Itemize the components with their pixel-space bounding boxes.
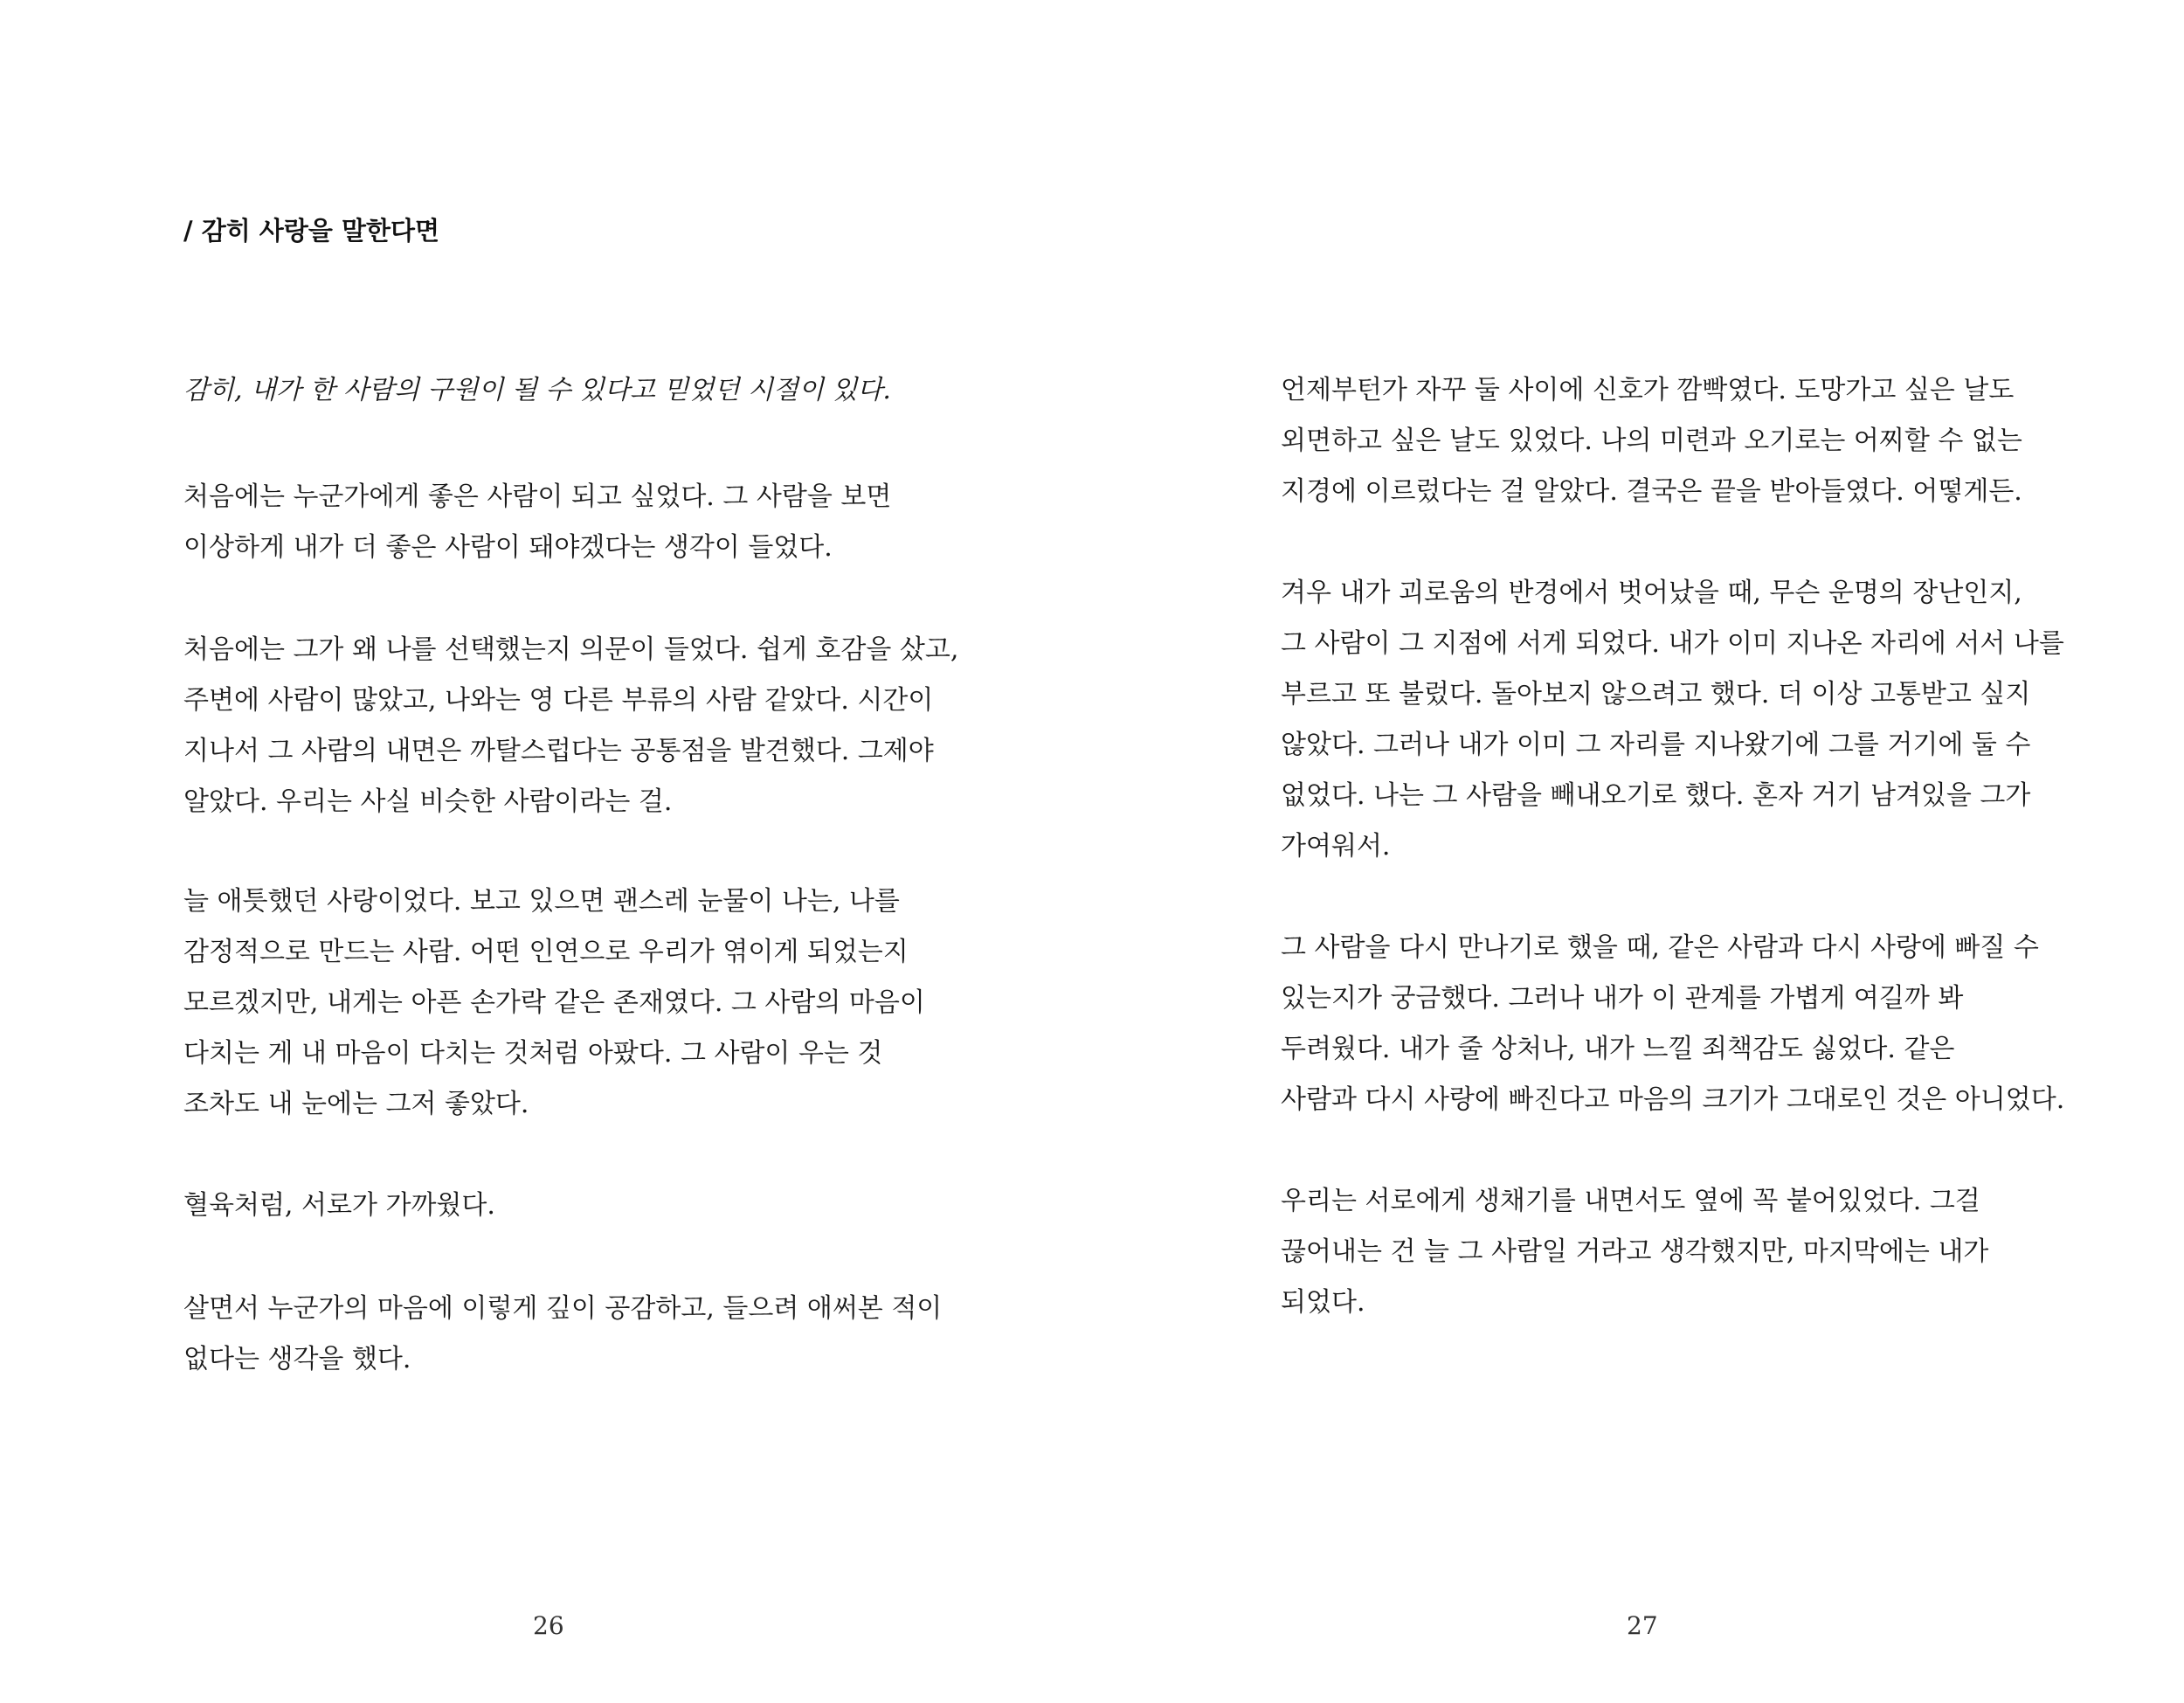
text-line: 있는지가 궁금했다. 그러나 내가 이 관계를 가볍게 여길까 봐 bbox=[1281, 983, 1964, 1014]
text-line: 우리는 서로에게 생채기를 내면서도 옆에 꼭 붙어있었다. 그걸 bbox=[1281, 1186, 1980, 1216]
text-line: 사람과 다시 사랑에 빠진다고 마음의 크기가 그대로인 것은 아니었다. bbox=[1281, 1084, 2065, 1115]
text-line: 감정적으로 만드는 사람. 어떤 인연으로 우리가 엮이게 되었는지 bbox=[183, 937, 909, 967]
text-line: 끊어내는 건 늘 그 사람일 거라고 생각했지만, 마지막에는 내가 bbox=[1281, 1236, 1989, 1267]
text-line: 없다는 생각을 했다. bbox=[183, 1344, 411, 1374]
opening-line: 감히, 내가 한 사람의 구원이 될 수 있다고 믿었던 시절이 있다. bbox=[183, 375, 891, 405]
text-line: 그 사람이 그 지점에 서게 되었다. 내가 이미 지나온 자리에 서서 나를 bbox=[1281, 628, 2064, 659]
text-line: 않았다. 그러나 내가 이미 그 자리를 지나왔기에 그를 거기에 둘 수 bbox=[1281, 730, 2031, 760]
text-line: 늘 애틋했던 사랑이었다. 보고 있으면 괜스레 눈물이 나는, 나를 bbox=[183, 886, 900, 917]
text-line: 살면서 누군가의 마음에 이렇게 깊이 공감하고, 들으려 애써본 적이 bbox=[183, 1293, 943, 1324]
text-line: 모르겠지만, 내게는 아픈 손가락 같은 존재였다. 그 사람의 마음이 bbox=[183, 987, 925, 1018]
text-line: 되었다. bbox=[1281, 1287, 1365, 1318]
text-line: 이상하게 내가 더 좋은 사람이 돼야겠다는 생각이 들었다. bbox=[183, 532, 833, 563]
text-line: 외면하고 싶은 날도 있었다. 나의 미련과 오기로는 어찌할 수 없는 bbox=[1281, 426, 2022, 456]
right-page bbox=[1092, 0, 2184, 1703]
text-line: 겨우 내가 괴로움의 반경에서 벗어났을 때, 무슨 운명의 장난인지, bbox=[1281, 578, 2022, 608]
text-line: 가여워서. bbox=[1281, 831, 1391, 862]
text-line: 처음에는 그가 왜 나를 선택했는지 의문이 들었다. 쉽게 호감을 샀고, bbox=[183, 634, 959, 665]
text-line: 주변에 사람이 많았고, 나와는 영 다른 부류의 사람 같았다. 시간이 bbox=[183, 685, 934, 716]
text-line: 알았다. 우리는 사실 비슷한 사람이라는 걸. bbox=[183, 786, 673, 817]
text-line: 다치는 게 내 마음이 다치는 것처럼 아팠다. 그 사람이 우는 것 bbox=[183, 1038, 883, 1069]
text-line: 조차도 내 눈에는 그저 좋았다. bbox=[183, 1089, 529, 1119]
text-line: 지나서 그 사람의 내면은 까탈스럽다는 공통점을 발견했다. 그제야 bbox=[183, 736, 934, 766]
text-line: 혈육처럼, 서로가 가까웠다. bbox=[183, 1190, 495, 1221]
text-line: 처음에는 누군가에게 좋은 사람이 되고 싶었다. 그 사람을 보면 bbox=[183, 481, 892, 512]
chapter-title: / 감히 사랑을 말한다면 bbox=[183, 216, 440, 246]
text-line: 그 사람을 다시 만나기로 했을 때, 같은 사람과 다시 사랑에 빠질 수 bbox=[1281, 932, 2039, 963]
text-line: 없었다. 나는 그 사람을 빼내오기로 했다. 혼자 거기 남겨있을 그가 bbox=[1281, 780, 2031, 811]
page-number-left: 26 bbox=[533, 1611, 564, 1640]
text-line: 언제부턴가 자꾸 둘 사이에 신호가 깜빡였다. 도망가고 싶은 날도 bbox=[1281, 375, 2015, 405]
text-line: 두려웠다. 내가 줄 상처나, 내가 느낄 죄책감도 싫었다. 같은 bbox=[1281, 1034, 1955, 1064]
text-line: 지경에 이르렀다는 걸 알았다. 결국은 끝을 받아들였다. 어떻게든. bbox=[1281, 476, 2022, 507]
text-line: 부르고 또 불렀다. 돌아보지 않으려고 했다. 더 이상 고통받고 싶지 bbox=[1281, 679, 2031, 710]
page-number-right: 27 bbox=[1627, 1611, 1658, 1640]
